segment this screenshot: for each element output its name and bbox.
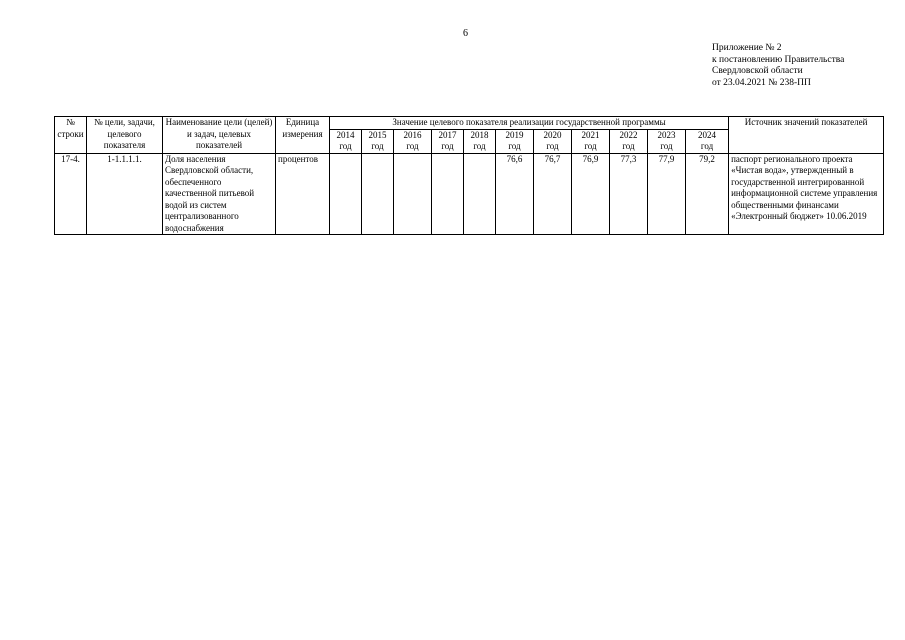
cell-source: паспорт регионального проекта «Чистая вода», утвержденный в государственной интегрированной информационной системе управления общественными финансами «Электронный бюджет» 10.06.2019: [729, 153, 884, 235]
year-label: 2024: [698, 129, 717, 140]
cell-value: 76,9: [572, 153, 610, 235]
header-year: [362, 129, 394, 153]
year-suffix: год: [622, 141, 635, 151]
appendix-header: [712, 43, 844, 89]
cell-unit: процентов: [276, 153, 330, 235]
cell-value: [394, 153, 432, 235]
year-label: 2021: [581, 129, 600, 140]
cell-value: [464, 153, 496, 235]
cell-name: Доля населения Свердловской области, обеспеченного качественной питьевой водой из систем централизованного водоснабжения: [163, 153, 276, 235]
year-suffix: год: [660, 141, 673, 151]
cell-value: [432, 153, 464, 235]
cell-value: [330, 153, 362, 235]
year-label: 2015: [368, 129, 387, 140]
header-year: [648, 129, 686, 153]
cell-goal-number: 1-1.1.1.1.: [87, 153, 163, 235]
year-label: 2020: [543, 129, 562, 140]
year-suffix: год: [371, 141, 384, 151]
cell-value: 76,7: [534, 153, 572, 235]
header-year: [572, 129, 610, 153]
header-year: [686, 129, 729, 153]
cell-value: 79,2: [686, 153, 729, 235]
year-suffix: год: [508, 141, 521, 151]
cell-value: 77,3: [610, 153, 648, 235]
header-year: [496, 129, 534, 153]
year-suffix: год: [700, 141, 714, 151]
table-header-row: [55, 117, 884, 130]
indicators-table: [54, 116, 884, 235]
header-values-group: Значение целевого показателя реализации государственной программы: [330, 117, 729, 130]
table-row: [55, 153, 884, 235]
header-goal-number: № цели, задачи, целевого показателя: [87, 117, 163, 154]
year-label: 2019: [505, 129, 524, 140]
header-year: [610, 129, 648, 153]
year-suffix: год: [584, 141, 597, 151]
year-suffix: год: [406, 141, 419, 151]
year-suffix: год: [441, 141, 454, 151]
header-name: Наименование цели (целей) и задач, целевых показателей: [163, 117, 276, 154]
cell-row-number: 17-4.: [55, 153, 87, 235]
header-row-number: № строки: [55, 117, 87, 154]
year-label: 2017: [438, 129, 457, 140]
page-number: 6: [463, 28, 468, 39]
cell-value: 76,6: [496, 153, 534, 235]
year-suffix: год: [473, 141, 486, 151]
year-label: 2018: [470, 129, 489, 140]
header-year: [432, 129, 464, 153]
year-label: 2016: [403, 129, 422, 140]
header-year: [464, 129, 496, 153]
header-year: [394, 129, 432, 153]
appendix-line: к постановлению Правительства: [712, 54, 845, 65]
year-label: 2014: [336, 129, 355, 140]
header-year: [330, 129, 362, 153]
appendix-line: Приложение № 2: [712, 43, 782, 53]
year-label: 2022: [619, 129, 638, 140]
year-suffix: год: [339, 141, 352, 151]
year-label: 2023: [657, 129, 676, 140]
year-suffix: год: [546, 141, 559, 151]
header-unit: Единица измерения: [276, 117, 330, 154]
header-year: [534, 129, 572, 153]
cell-value: [362, 153, 394, 235]
header-source: Источник значений показателей: [729, 117, 884, 154]
cell-value: 77,9: [648, 153, 686, 235]
appendix-line: от 23.04.2021 № 238-ПП: [712, 77, 811, 88]
appendix-line: Свердловской области: [712, 66, 803, 76]
